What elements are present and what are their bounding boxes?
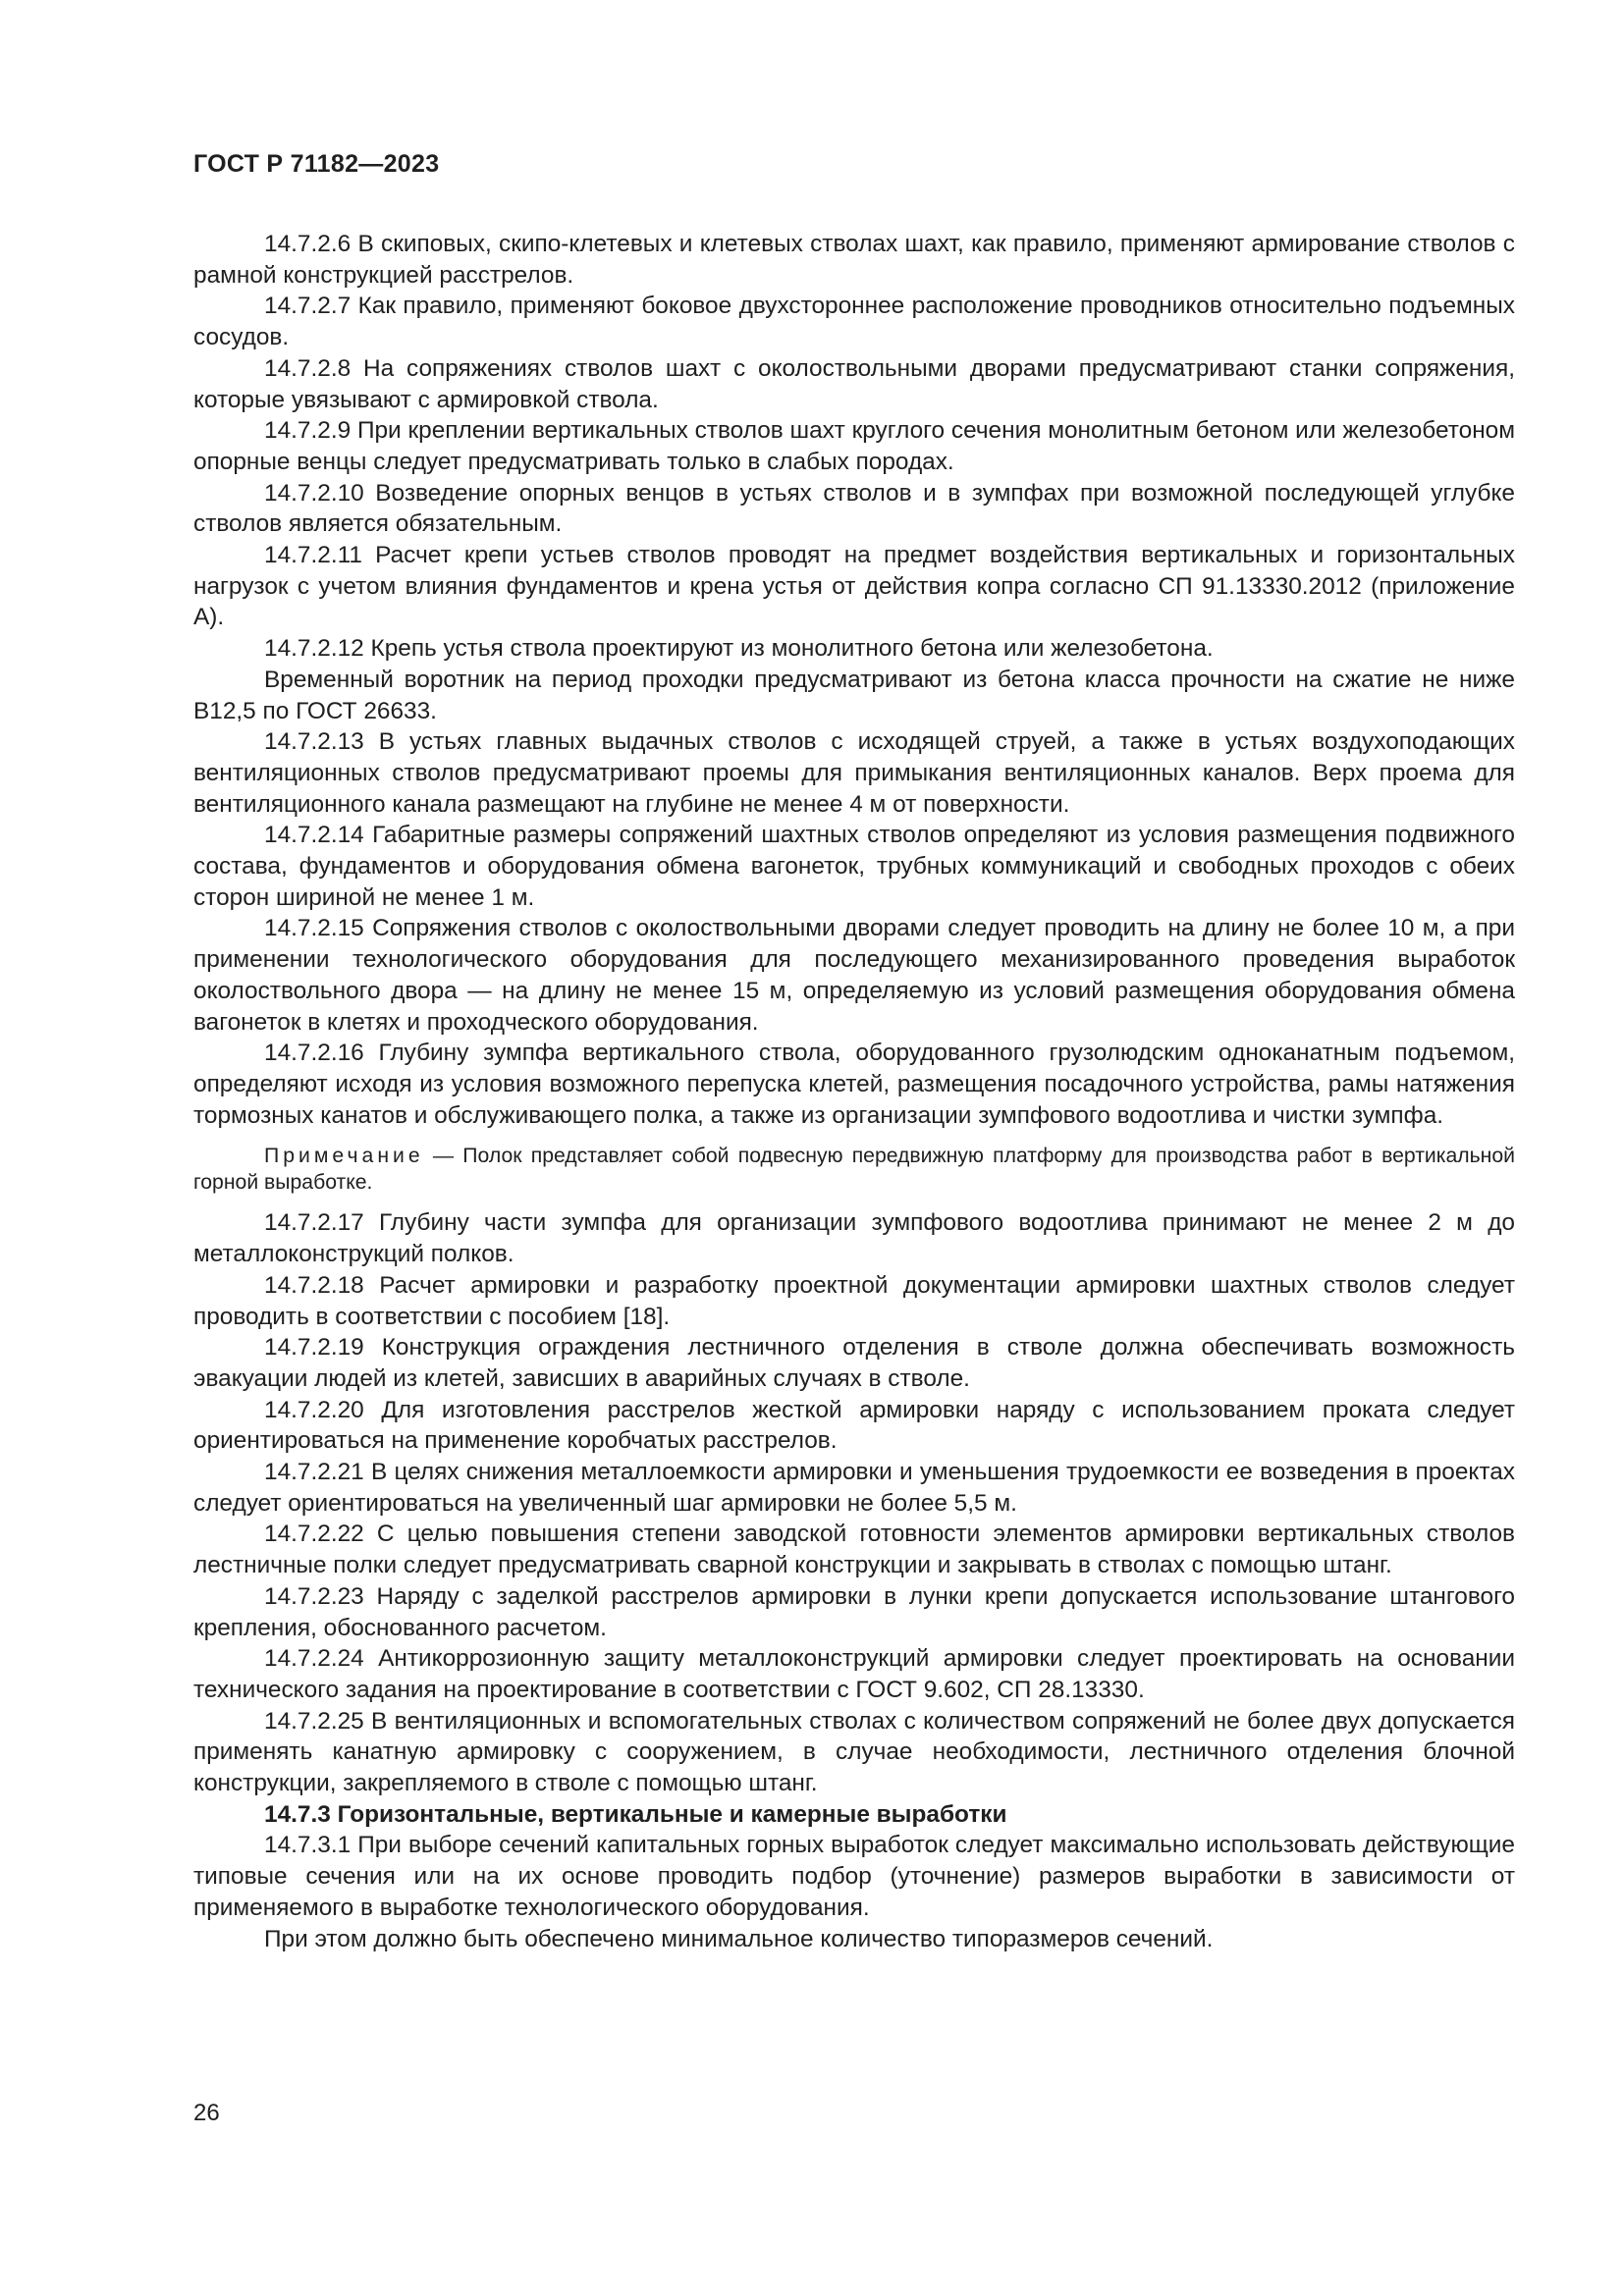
paragraph-14-7-2-20: 14.7.2.20 Для изготовления расстрелов жесткой армировки наряду с использованием проката следует ориентироваться на применение коробчатых расстрелов.	[193, 1396, 1515, 1455]
paragraph-14-7-2-8: 14.7.2.8 На сопряжениях стволов шахт с околоствольными дворами предусматривают станки сопряжения, которые увязывают с армировкой ствола.	[193, 354, 1515, 413]
paragraph-14-7-2-24: 14.7.2.24 Антикоррозионную защиту металлоконструкций армировки следует проектировать на основании технического задания на проектирование в соответствии с ГОСТ 9.602, СП 28.13330.	[193, 1645, 1515, 1703]
paragraph-min-sizes: При этом должно быть обеспечено минимальное количество типоразмеров сечений.	[264, 1925, 1214, 1952]
paragraph-temporary-collar: Временный воротник на период проходки предусматривают из бетона класса прочности на сжатие не ниже В12,5 по ГОСТ 26633.	[193, 666, 1515, 724]
paragraph-14-7-2-19: 14.7.2.19 Конструкция ограждения лестничного отделения в стволе должна обеспечивать возможность эвакуации людей из клетей, зависших в аварийных случаях в стволе.	[193, 1334, 1515, 1392]
paragraph-14-7-2-6: 14.7.2.6 В скиповых, скипо-клетевых и клетевых стволах шахт, как правило, применяют армирование стволов с рамной конструкцией расстрелов.	[193, 231, 1515, 289]
page-number: 26	[193, 2100, 220, 2126]
paragraph-14-7-3-1: 14.7.3.1 При выборе сечений капитальных горных выработок следует максимально использовать действующие типовые сечения или на их основе проводить подбор (уточнение) размеров выработки в зависимости от применяемого в выработке технологического оборудования.	[193, 1832, 1515, 1921]
paragraph-14-7-2-13: 14.7.2.13 В устьях главных выдачных стволов с исходящей струей, а также в устьях воздухоподающих вентиляционных стволов предусматривают проемы для примыкания вентиляционных каналов. Верх проема для вентиляционного канала размещают на глубине не менее 4 м от поверхности.	[193, 728, 1515, 818]
note-label: Примечание	[264, 1145, 424, 1168]
paragraph-14-7-2-18: 14.7.2.18 Расчет армировки и разработку проектной документации армировки шахтных стволов следует проводить в соответствии с пособием [18].	[193, 1271, 1515, 1330]
paragraph-14-7-2-11: 14.7.2.11 Расчет крепи устьев стволов проводят на предмет воздействия вертикальных и горизонтальных нагрузок с учетом влияния фундаментов и крена устья от действия копра согласно СП 91.13330.2012 (приложение А).	[193, 542, 1515, 631]
paragraph-14-7-2-12: 14.7.2.12 Крепь устья ствола проектируют из монолитного бетона или железобетона.	[264, 635, 1214, 663]
note	[193, 1143, 1515, 1196]
document-body	[193, 229, 1515, 1954]
paragraph-14-7-2-14: 14.7.2.14 Габаритные размеры сопряжений шахтных стволов определяют из условия размещения подвижного состава, фундаментов и оборудования обмена вагонеток, трубных коммуникаций и свободных проходов с обеих сторон шириной не менее 1 м.	[193, 822, 1515, 911]
paragraph-14-7-2-23: 14.7.2.23 Наряду с заделкой расстрелов армировки в лунки крепи допускается использование штангового крепления, обоснованного расчетом.	[193, 1582, 1515, 1641]
paragraph-14-7-2-25: 14.7.2.25 В вентиляционных и вспомогательных стволах с количеством сопряжений не более двух допускается применять канатную армировку с сооружением, в случае необходимости, лестничного отделения блочной конструкции, закрепляемого в стволе с помощью штанг.	[193, 1707, 1515, 1797]
paragraph-14-7-2-15: 14.7.2.15 Сопряжения стволов с околоствольными дворами следует проводить на длину не более 10 м, а при применении технологического оборудования для последующего механизированного проведения выработок околоствольного двора — на длину не менее 15 м, определяемую из условий размещения оборудования обмена вагонеток в клетях и проходческого оборудования.	[193, 915, 1515, 1036]
paragraph-14-7-2-22: 14.7.2.22 С целью повышения степени заводской готовности элементов армировки вертикальных стволов лестничные полки следует предусматривать сварной конструкции и закрывать в стволах с помощью штанг.	[193, 1521, 1515, 1579]
paragraph-14-7-2-21: 14.7.2.21 В целях снижения металлоемкости армировки и уменьшения трудоемкости ее возведения в проектах следует ориентироваться на увеличенный шаг армировки не более 5,5 м.	[193, 1459, 1515, 1517]
paragraph-14-7-2-17: 14.7.2.17 Глубину части зумпфа для организации зумпфового водоотлива принимают не менее 2 м до металлоконструкций полков.	[193, 1209, 1515, 1268]
paragraph-14-7-2-9: 14.7.2.9 При креплении вертикальных стволов шахт круглого сечения монолитным бетоном или железобетоном опорные венцы следует предусматривать только в слабых породах.	[193, 417, 1515, 475]
paragraph-14-7-2-7: 14.7.2.7 Как правило, применяют боковое двухстороннее расположение проводников относительно подъемных сосудов.	[193, 293, 1515, 351]
paragraph-14-7-2-16: 14.7.2.16 Глубину зумпфа вертикального ствола, оборудованного грузолюдским одноканатным подъемом, определяют исходя из условия возможного перепуска клетей, размещения посадочного устройства, рамы натяжения тормозных канатов и обслуживающего полка, а также из организации зумпфового водоотлива и чистки зумпфа.	[193, 1040, 1515, 1129]
section-heading-14-7-3: 14.7.3 Горизонтальные, вертикальные и камерные выработки	[264, 1800, 1007, 1828]
note-text: — Полок представляет собой подвесную передвижную платформу для производства работ в вертикальной горной выработке.	[193, 1145, 1515, 1195]
document-header: ГОСТ Р 71182—2023	[193, 150, 440, 178]
paragraph-14-7-2-10: 14.7.2.10 Возведение опорных венцов в устьях стволов и в зумпфах при возможной последующей углубке стволов является обязательным.	[193, 479, 1515, 538]
